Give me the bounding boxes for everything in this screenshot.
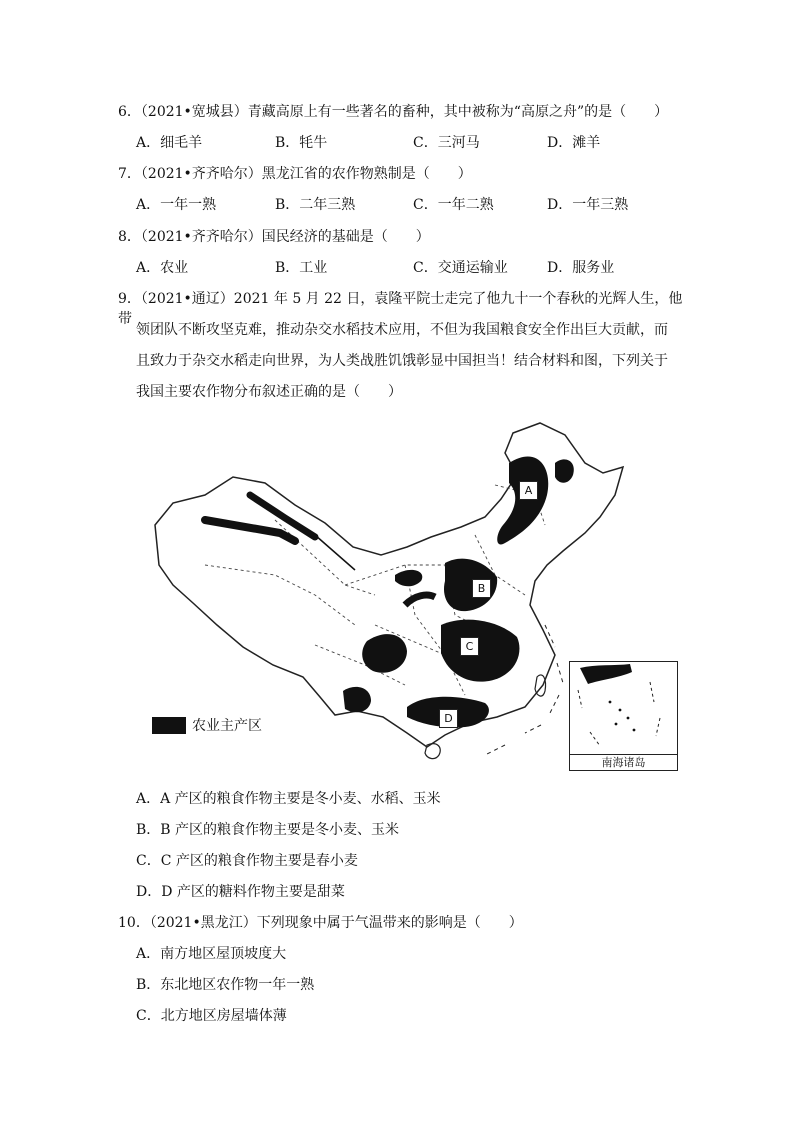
inset-island-5 (633, 729, 636, 732)
q6-option-a[interactable]: A．细毛羊 (136, 135, 203, 151)
region-a-northeast-patch (555, 459, 574, 482)
inset-map-svg (570, 662, 677, 754)
china-outline (155, 423, 623, 747)
map-legend (152, 714, 262, 736)
inset-island-3 (627, 717, 630, 720)
question-9-line-1: 9．（2021•通辽）2021 年 5 月 22 日，袁隆平院士走完了他九十一个春秋的光辉人生，他带 (118, 291, 683, 327)
region-b-label: B (472, 579, 491, 598)
q10-option-b[interactable]: B．东北地区农作物一年一熟 (136, 977, 315, 993)
question-9-line-3: 且致力于杂交水稻走向世界，为人类战胜饥饿彰显中国担当！结合材料和图，下列关于 (136, 353, 668, 369)
south-china-sea-inset (569, 661, 678, 771)
hexi-corridor-line (315, 535, 355, 570)
q6-option-d[interactable]: D．滩羊 (547, 135, 601, 151)
inset-dashed-line (578, 682, 660, 746)
q8-option-a[interactable]: A．农业 (136, 260, 189, 276)
loess-arc (405, 595, 435, 605)
q9-option-c[interactable]: C．C 产区的粮食作物主要是春小麦 (136, 853, 358, 869)
q9-option-b[interactable]: B．B 产区的粮食作物主要是冬小麦、玉米 (136, 822, 400, 838)
legend-swatch (152, 717, 186, 734)
inset-island-4 (615, 723, 618, 726)
q8-option-b[interactable]: B．工业 (275, 260, 328, 276)
question-9-line-4: 我国主要农作物分布叙述正确的是（ ） (136, 384, 402, 400)
q10-option-c[interactable]: C．北方地区房屋墙体薄 (136, 1008, 287, 1024)
q6-option-b[interactable]: B．牦牛 (275, 135, 328, 151)
q8-option-d[interactable]: D．服务业 (547, 260, 615, 276)
q9-option-d[interactable]: D．D 产区的糖料作物主要是甜菜 (136, 884, 345, 900)
question-8-stem: 8．（2021•齐齐哈尔）国民经济的基础是（ ） (118, 229, 430, 245)
question-9-line-2: 领团队不断攻坚克难，推动杂交水稻技术应用，不但为我国粮食安全作出巨大贡献，而 (136, 322, 668, 338)
q9-option-a[interactable]: A．A 产区的粮食作物主要是冬小麦、水稻、玉米 (136, 791, 441, 807)
q10-option-a[interactable]: A．南方地区屋顶坡度大 (136, 946, 287, 962)
inset-island-2 (619, 709, 622, 712)
q6-option-c[interactable]: C．三河马 (413, 135, 480, 151)
q7-option-b[interactable]: B．二年三熟 (275, 197, 356, 213)
question-6-stem: 6．（2021•宽城县）青藏高原上有一些著名的畜种，其中被称为“高原之舟”的是（ ） (118, 104, 669, 120)
taiwan-island (535, 675, 546, 696)
inset-coast (580, 664, 632, 684)
hetao-patch (395, 570, 422, 586)
q7-option-d[interactable]: D．一年三熟 (547, 197, 629, 213)
q8-option-c[interactable]: C．交通运输业 (413, 260, 508, 276)
hainan-island (425, 744, 440, 759)
region-a-label: A (519, 481, 538, 500)
region-d-label: D (439, 709, 458, 728)
inset-island-1 (609, 701, 612, 704)
question-7-stem: 7．（2021•齐齐哈尔）黑龙江省的农作物熟制是（ ） (118, 166, 472, 182)
region-a-area (497, 456, 548, 544)
inset-label: 南海诸岛 (570, 754, 677, 770)
question-10-stem: 10．（2021•黑龙江）下列现象中属于气温带来的影响是（ ） (118, 915, 523, 931)
xinjiang-strip-1 (205, 520, 295, 541)
southwest-patch (343, 687, 371, 712)
region-c-area (441, 620, 519, 682)
region-c-label: C (460, 637, 479, 656)
legend-label: 农业主产区 (192, 718, 262, 734)
sichuan-basin-area (362, 634, 407, 673)
q7-option-c[interactable]: C．一年二熟 (413, 197, 494, 213)
q7-option-a[interactable]: A．一年一熟 (136, 197, 217, 213)
